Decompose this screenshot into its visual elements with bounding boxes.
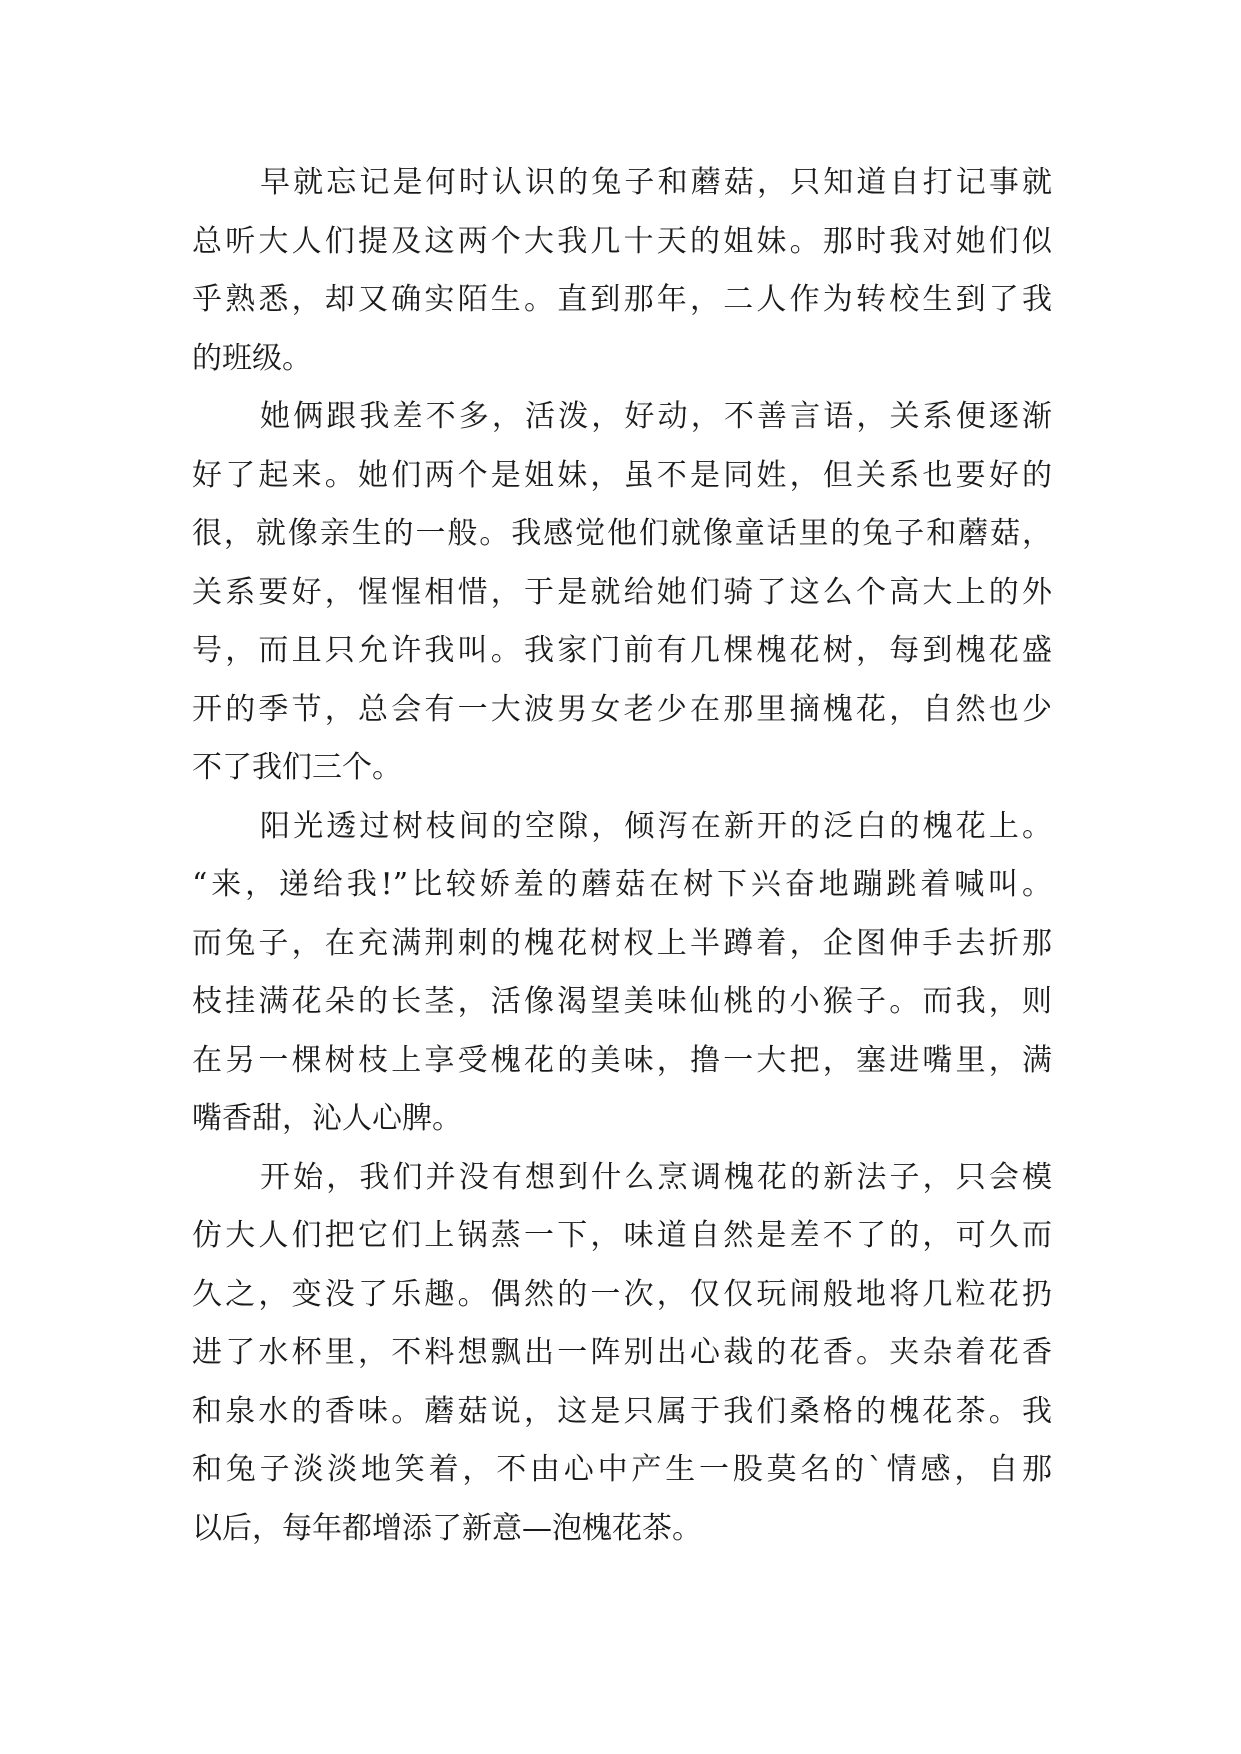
text-line: 很，就像亲生的一般。我感觉他们就像童话里的兔子和蘑菇，: [192, 516, 1052, 551]
text-line: 总听大人们提及这两个大我几十天的姐妹。那时我对她们似: [192, 223, 1052, 259]
paragraph-1: [192, 154, 1052, 388]
text-line: 而兔子，在充满荆刺的槐花树杈上半蹲着，企图伸手去折那: [192, 925, 1052, 961]
text-line: 以后，每年都增添了新意—泡槐花茶。: [192, 1510, 702, 1546]
text-line: 好了起来。她们两个是姐妹，虽不是同姓，但关系也要好的: [192, 457, 1052, 493]
text-line: 的班级。: [192, 340, 312, 376]
text-line: 久之，变没了乐趣。偶然的一次，仅仅玩闹般地将几粒花扔: [192, 1276, 1052, 1312]
paragraph-4: [192, 1149, 1052, 1559]
text-line: 嘴香甜，沁人心脾。: [192, 1101, 462, 1136]
text-line: 和兔子淡淡地笑着，不由心中产生一股莫名的`情感，自那: [192, 1452, 1052, 1487]
text-line: 仿大人们把它们上锅蒸一下，味道自然是差不了的，可久而: [192, 1218, 1052, 1253]
document-body: [192, 154, 1052, 1558]
text-line: 不了我们三个。: [192, 750, 402, 785]
text-line: 和泉水的香味。蘑菇说，这是只属于我们桑格的槐花茶。我: [192, 1393, 1052, 1429]
text-line: 在另一棵树枝上享受槐花的美味，撸一大把，塞进嘴里，满: [192, 1042, 1052, 1078]
text-line: 早就忘记是何时认识的兔子和蘑菇，只知道自打记事就: [260, 165, 1052, 200]
paragraph-3: [192, 798, 1052, 1149]
text-line: 关系要好，惺惺相惜，于是就给她们骑了这么个高大上的外: [192, 574, 1052, 610]
text-line: 进了水杯里，不料想飘出一阵别出心裁的花香。夹杂着花香: [192, 1335, 1052, 1370]
text-line: 号，而且只允许我叫。我家门前有几棵槐花树，每到槐花盛: [192, 633, 1052, 668]
text-line: 开始，我们并没有想到什么烹调槐花的新法子，只会模: [260, 1159, 1052, 1195]
text-line: 阳光透过树枝间的空隙，倾泻在新开的泛白的槐花上。: [260, 808, 1052, 844]
text-line: 她俩跟我差不多，活泼，好动，不善言语，关系便逐渐: [260, 399, 1052, 434]
text-line: “来，递给我!”比较娇羞的蘑菇在树下兴奋地蹦跳着喊叫。: [192, 867, 1052, 902]
paragraph-2: [192, 388, 1052, 798]
text-line: 开的季节，总会有一大波男女老少在那里摘槐花，自然也少: [192, 691, 1052, 727]
text-line: 枝挂满花朵的长茎，活像渴望美味仙桃的小猴子。而我，则: [192, 984, 1052, 1019]
text-line: 乎熟悉，却又确实陌生。直到那年，二人作为转校生到了我: [192, 282, 1052, 317]
